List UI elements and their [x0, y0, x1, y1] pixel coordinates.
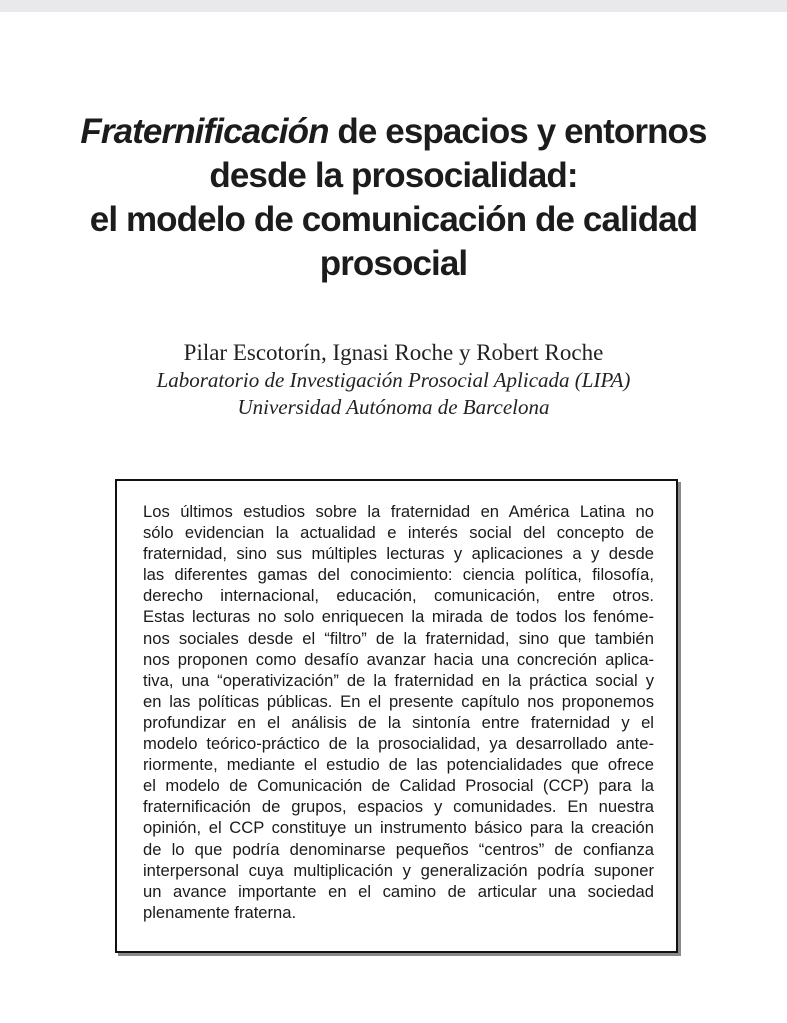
abstract-line: derecho internacional, educación, comunicación, entre otros. — [143, 586, 654, 606]
title-line-1 — [60, 110, 727, 154]
abstract-line: nos proponen como desafío avanzar hacia una concreción aplica- — [143, 649, 654, 669]
abstract-line: sólo evidencian la actualidad e interés social del concepto de — [143, 523, 654, 543]
title-line-3: el modelo de comunicación de calidad — [89, 200, 698, 239]
author-university: Universidad Autónoma de Barcelona — [237, 395, 550, 419]
abstract-line: opinión, el CCP constituye un instrumento básico para la creación — [143, 818, 654, 838]
authors-block — [60, 339, 727, 421]
abstract-line: las diferentes gamas del conocimiento: ciencia política, filosofía, — [143, 565, 654, 585]
abstract-line: en las políticas públicas. En el presente capítulo nos proponemos — [143, 691, 654, 711]
author-lab: Laboratorio de Investigación Prosocial Aplicada (LIPA) — [156, 368, 631, 392]
abstract-line: plenamente fraterna. — [143, 902, 297, 922]
abstract-line: interpersonal cuya multiplicación y generalización podría suponer — [143, 860, 654, 880]
abstract-line: el modelo de Comunicación de Calidad Prosocial (CCP) para la — [143, 776, 654, 796]
abstract-box — [115, 479, 678, 953]
abstract-line: fraternidad, sino sus múltiples lecturas y aplicaciones a y desde — [143, 544, 654, 564]
abstract-line: fraternificación de grupos, espacios y comunidades. En nuestra — [143, 797, 654, 817]
author-names: Pilar Escotorín, Ignasi Roche y Robert Roche — [183, 340, 604, 365]
abstract-line: tiva, una “operativización” de la fraternidad en la práctica social y — [143, 670, 654, 690]
abstract-line: modelo teórico-práctico de la prosocialidad, ya desarrollado ante- — [143, 734, 654, 754]
title-line-2: desde la prosocialidad: — [209, 156, 578, 195]
abstract-line: riormente, mediante el estudio de las potencialidades que ofrece — [143, 755, 654, 775]
title-line-4: prosocial — [319, 244, 468, 283]
abstract-line: de lo que podría denominarse pequeños “centros” de confianza — [143, 839, 654, 859]
abstract-line: un avance importante en el camino de articular una sociedad — [143, 881, 654, 901]
abstract-line: profundizar en el análisis de la sintonía entre fraternidad y el — [143, 712, 654, 732]
title-line-1-rest: de espacios y entornos — [328, 112, 707, 151]
abstract-line: Los últimos estudios sobre la fraternidad en América Latina no — [143, 502, 654, 521]
chapter-title — [60, 110, 727, 286]
title-italic-word: Fraternificación — [80, 112, 329, 151]
top-margin-strip — [0, 0, 787, 12]
abstract-line: Estas lecturas no solo enriquecen la mirada de todos los fenóme- — [143, 607, 654, 627]
abstract-line: nos sociales desde el “filtro” de la fraternidad, sino que también — [143, 628, 654, 648]
abstract-text — [143, 501, 654, 923]
